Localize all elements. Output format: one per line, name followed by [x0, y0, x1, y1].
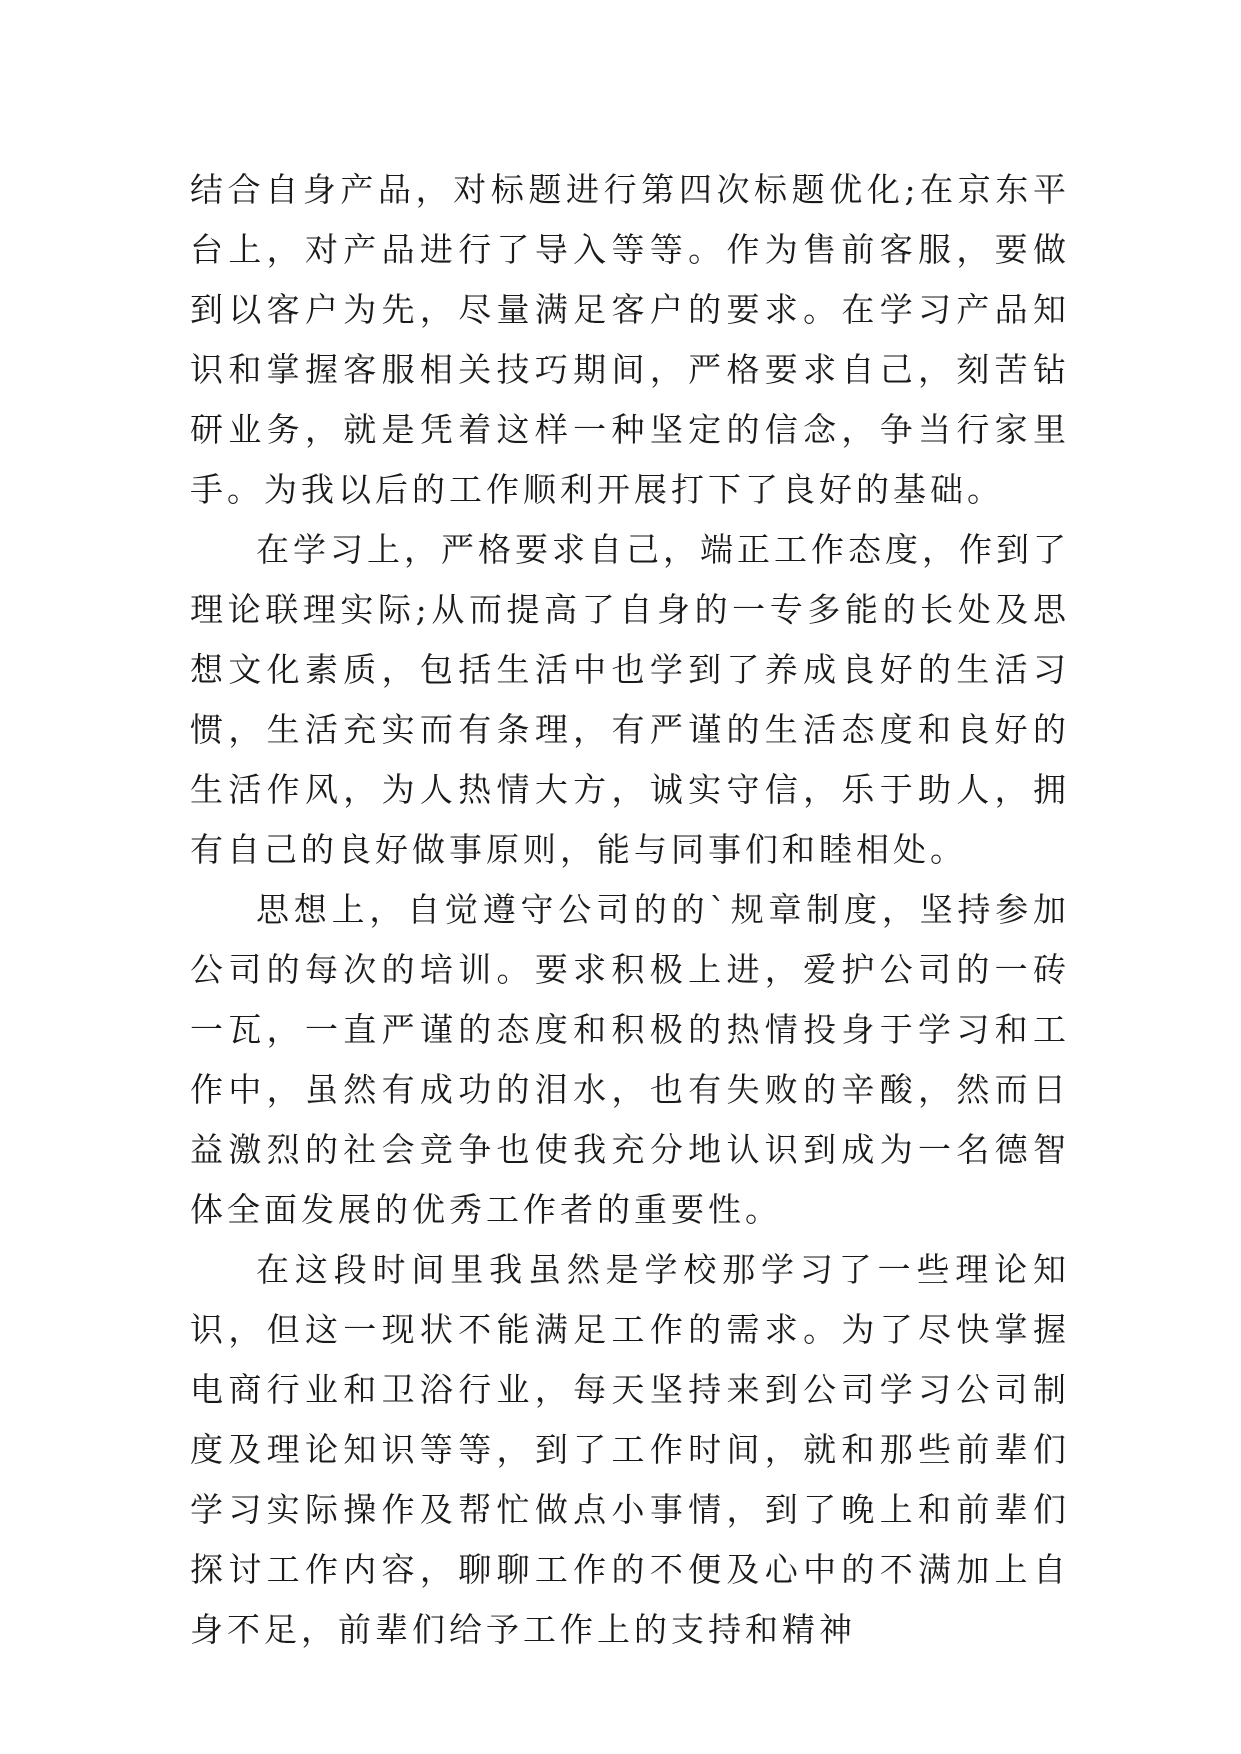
document-body	[190, 160, 1070, 1660]
paragraph-ideology: 思想上，自觉遵守公司的的`规章制度，坚持参加公司的每次的培训。要求积极上进，爱护公司的一砖一瓦，一直严谨的态度和积极的热情投身于学习和工作中，虽然有成功的泪水，也有失败的辛酸，然而日益激烈的社会竞争也使我充分地认识到成为一名德智体全面发展的优秀工作者的重要性。	[190, 890, 1070, 1229]
paragraph-study-attitude: 在学习上，严格要求自己，端正工作态度，作到了理论联理实际;从而提高了自身的一专多能的长处及思想文化素质，包括生活中也学到了养成良好的生活习惯，生活充实而有条理，有严谨的生活态度和良好的生活作风，为人热情大方，诚实守信，乐于助人，拥有自己的良好做事原则，能与同事们和睦相处。	[190, 530, 1070, 869]
paragraph-product-optimization: 结合自身产品，对标题进行第四次标题优化;在京东平台上，对产品进行了导入等等。作为售前客服，要做到以客户为先，尽量满足客户的要求。在学习产品知识和掌握客服相关技巧期间，严格要求自己，刻苦钻研业务，就是凭着这样一种坚定的信念，争当行家里手。为我以后的工作顺利开展打下了良好的基础。	[190, 170, 1070, 509]
paragraph-learning-period: 在这段时间里我虽然是学校那学习了一些理论知识，但这一现状不能满足工作的需求。为了尽快掌握电商行业和卫浴行业，每天坚持来到公司学习公司制度及理论知识等等，到了工作时间，就和那些前辈们学习实际操作及帮忙做点小事情，到了晚上和前辈们探讨工作内容，聊聊工作的不便及心中的不满加上自身不足，前辈们给予工作上的支持和精神	[190, 1250, 1070, 1649]
